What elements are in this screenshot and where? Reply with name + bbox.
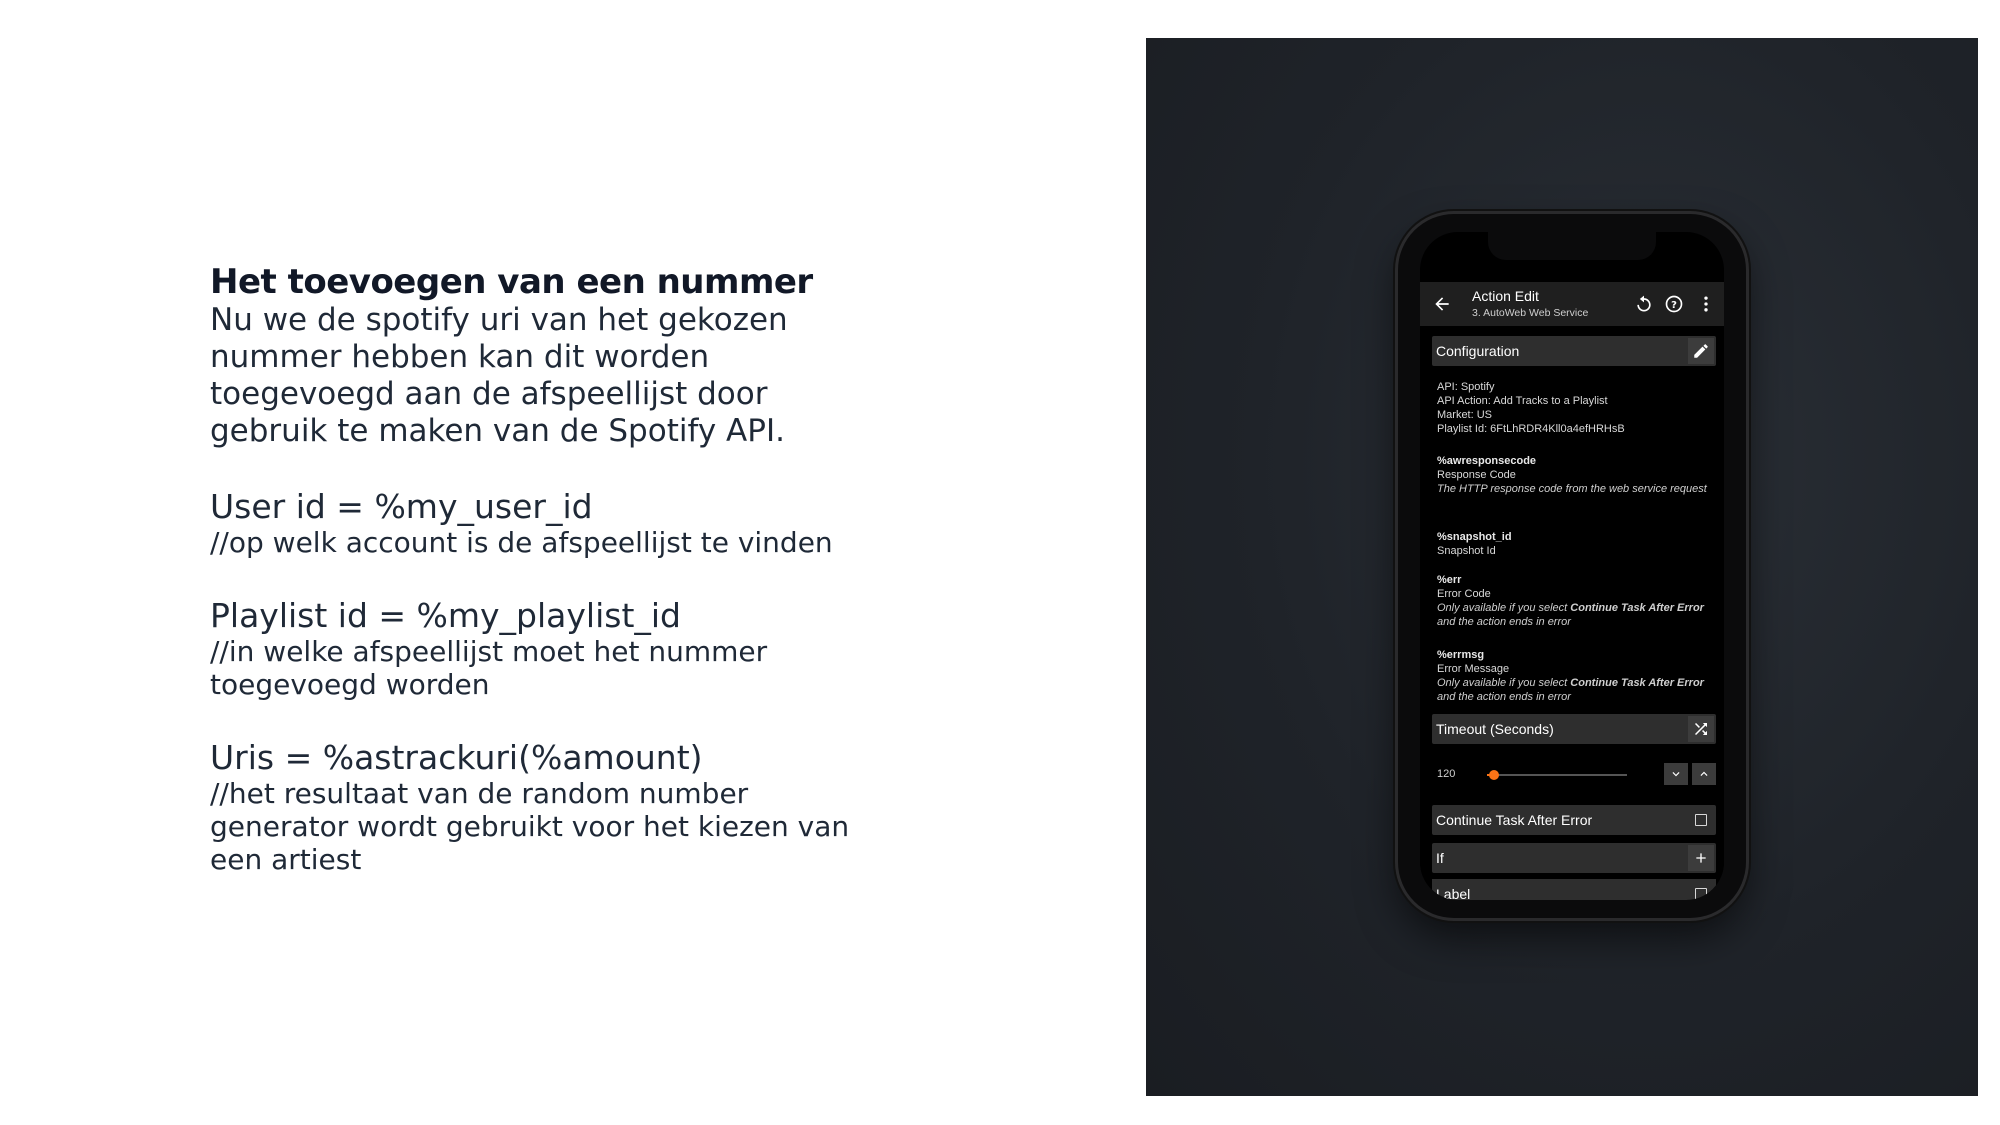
output-var: %errmsg [1437, 649, 1485, 661]
increase-timeout-button[interactable] [1692, 763, 1716, 785]
chevron-up-icon [1697, 767, 1711, 781]
label-checkbox[interactable] [1695, 888, 1707, 900]
output-name: Snapshot Id [1437, 545, 1496, 557]
configuration-label: Configuration [1436, 343, 1520, 359]
output-desc: Only available if you select Continue Task After Error and the action ends in error [1437, 677, 1704, 703]
timeout-slider-row [1432, 760, 1716, 790]
intro-line-4: gebruik te maken van de Spotify API. [210, 413, 785, 449]
intro-line-3: toegevoegd aan de afspeellijst door [210, 376, 768, 412]
playlist-comment-1: //in welke afspeellijst moet het nummer [210, 635, 768, 668]
undo-icon[interactable] [1634, 294, 1654, 314]
if-row[interactable] [1432, 843, 1716, 873]
configuration-details [1437, 380, 1717, 436]
svg-text:?: ? [1671, 299, 1677, 311]
output-err [1437, 573, 1717, 629]
decrease-timeout-button[interactable] [1664, 763, 1688, 785]
continue-after-error-row[interactable] [1432, 805, 1716, 835]
continue-after-error-label: Continue Task After Error [1436, 812, 1593, 828]
output-var: %snapshot_id [1437, 531, 1512, 543]
plus-icon [1693, 850, 1709, 866]
shuffle-icon [1692, 720, 1710, 738]
intro-line-2: nummer hebben kan dit worden [210, 339, 710, 375]
output-desc: Only available if you select Continue Task After Error and the action ends in error [1437, 602, 1704, 628]
output-name: Error Message [1437, 663, 1510, 675]
output-var: %err [1437, 574, 1462, 586]
config-line: API Action: Add Tracks to a Playlist [1437, 395, 1608, 407]
if-label: If [1436, 850, 1444, 866]
app-topbar [1420, 282, 1724, 326]
label-row[interactable] [1432, 879, 1716, 900]
output-desc: The HTTP response code from the web service request [1437, 483, 1707, 495]
configuration-section[interactable] [1432, 336, 1716, 366]
output-name: Response Code [1437, 469, 1516, 481]
slide-heading: Het toevoegen van een nummer [210, 262, 813, 302]
slide-text [210, 262, 970, 876]
uris-line: Uris = %astrackuri(%amount) [210, 738, 703, 777]
back-arrow-icon[interactable] [1432, 294, 1452, 314]
timeout-section [1432, 714, 1716, 744]
intro-line-1: Nu we de spotify uri van het gekozen [210, 302, 788, 338]
config-line: API: Spotify [1437, 381, 1495, 393]
action-edit-screen [1420, 282, 1724, 900]
label-label: Label [1436, 886, 1471, 900]
screen-title: Action Edit [1472, 288, 1539, 304]
uris-comment-2: generator wordt gebruikt voor het kiezen van [210, 810, 850, 843]
output-awresponsecode [1437, 454, 1717, 496]
timeout-value: 120 [1437, 768, 1456, 780]
screen-subtitle: 3. AutoWeb Web Service [1472, 307, 1589, 319]
continue-after-error-checkbox[interactable] [1695, 814, 1707, 826]
config-line: Playlist Id: 6FtLhRDR4Kll0a4efHRHsB [1437, 423, 1625, 435]
edit-configuration-button[interactable] [1688, 338, 1714, 364]
timeout-slider[interactable] [1487, 774, 1627, 776]
output-snapshot-id [1437, 530, 1717, 558]
timeout-slider-thumb[interactable] [1489, 770, 1499, 780]
config-line: Market: US [1437, 409, 1493, 421]
phone-mockup [1398, 214, 1746, 918]
phone-notch [1488, 232, 1656, 260]
uris-comment-3: een artiest [210, 843, 362, 876]
playlist-id-line: Playlist id = %my_playlist_id [210, 596, 682, 635]
more-vert-icon[interactable] [1696, 294, 1716, 314]
add-condition-button[interactable] [1688, 845, 1714, 871]
output-name: Error Code [1437, 588, 1491, 600]
help-icon[interactable] [1664, 294, 1684, 314]
timeout-variable-button[interactable] [1688, 716, 1714, 742]
uris-comment-1: //het resultaat van de random number [210, 777, 749, 810]
output-var: %awresponsecode [1437, 455, 1537, 467]
user-id-comment: //op welk account is de afspeellijst te vinden [210, 526, 833, 559]
user-id-line: User id = %my_user_id [210, 487, 593, 526]
output-errmsg [1437, 648, 1717, 704]
playlist-comment-2: toegevoegd worden [210, 668, 490, 701]
phone-screen [1420, 232, 1724, 900]
edit-pencil-icon [1692, 342, 1710, 360]
timeout-label: Timeout (Seconds) [1436, 721, 1554, 737]
chevron-down-icon [1669, 767, 1683, 781]
